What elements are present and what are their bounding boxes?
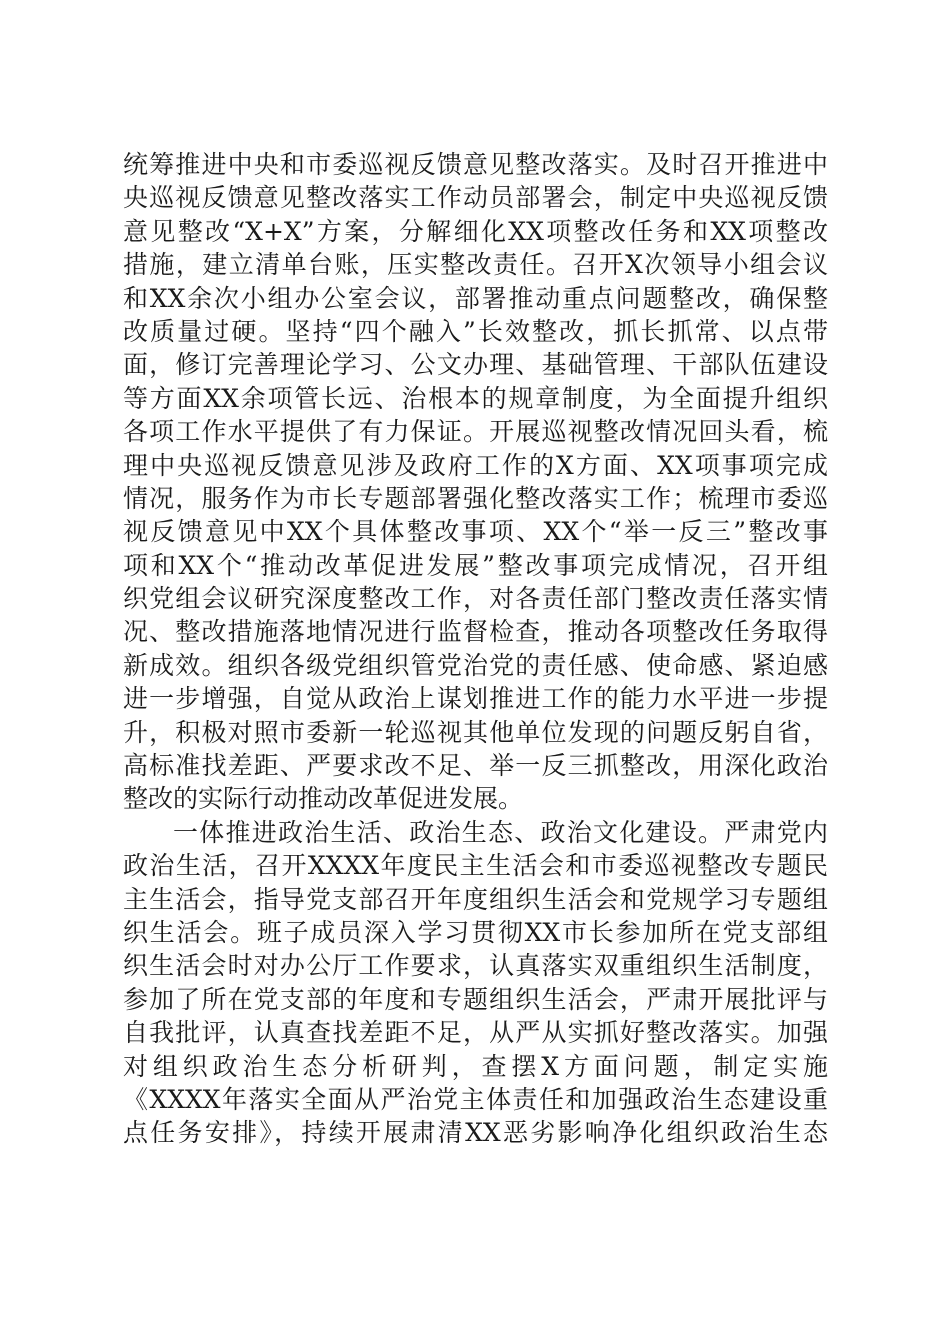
text-line: 政治生活，召开XXXX年度民主生活会和市委巡视整改专题民 <box>123 851 828 881</box>
text-line: 进一步增强，自觉从政治上谋划推进工作的能力水平进一步提 <box>123 684 828 714</box>
text-line: 《XXXX年落实全面从严治党主体责任和加强政治生态建设重 <box>123 1084 828 1114</box>
text-line: 对组织政治生态分析研判，查摆X方面问题，制定实施 <box>123 1051 828 1081</box>
text-line: 措施，建立清单台账，压实整改责任。召开X次领导小组会议 <box>123 250 828 280</box>
text-line: 织生活会时对办公厅工作要求，认真落实双重组织生活制度， <box>123 951 828 981</box>
text-line: 各项工作水平提供了有力保证。开展巡视整改情况回头看，梳 <box>123 417 828 447</box>
text-line: 项和XX个“推动改革促进发展”整改事项完成情况，召开组 <box>123 550 828 580</box>
text-line: 织党组会议研究深度整改工作，对各责任部门整改责任落实情 <box>123 584 828 614</box>
text-line: 改质量过硬。坚持“四个融入”长效整改，抓长抓常、以点带 <box>123 316 828 346</box>
text-line: 点任务安排》，持续开展肃清XX恶劣影响净化组织政治生态 <box>123 1118 828 1148</box>
text-line: 新成效。组织各级党组织管党治党的责任感、使命感、紧迫感 <box>123 650 828 680</box>
text-line: 视反馈意见中XX个具体整改事项、XX个“举一反三”整改事 <box>123 517 828 547</box>
paragraph-first-line: 一体推进政治生活、政治生态、政治文化建设。严肃党内 <box>173 817 828 847</box>
text-line: 参加了所在党支部的年度和专题组织生活会，严肃开展批评与 <box>123 984 828 1014</box>
text-line: 高标准找差距、严要求改不足、举一反三抓整改，用深化政治 <box>123 751 828 781</box>
text-line: 整改的实际行动推动改革促进发展。 <box>123 784 524 814</box>
text-line: 央巡视反馈意见整改落实工作动员部署会，制定中央巡视反馈 <box>123 183 828 213</box>
text-line: 面，修订完善理论学习、公文办理、基础管理、干部队伍建设 <box>123 350 828 380</box>
text-line: 统筹推进中央和市委巡视反馈意见整改落实。及时召开推进中 <box>123 150 828 179</box>
text-line: 情况，服务作为市长专题部署强化整改落实工作；梳理市委巡 <box>123 483 828 513</box>
text-line: 意见整改“X+X”方案，分解细化XX项整改任务和XX项整改 <box>123 216 828 246</box>
text-line: 和XX余次小组办公室会议，部署推动重点问题整改，确保整 <box>123 283 828 313</box>
text-line: 自我批评，认真查找差距不足，从严从实抓好整改落实。加强 <box>123 1018 828 1048</box>
text-line: 升，积极对照市委新一轮巡视其他单位发现的问题反躬自省， <box>123 717 828 747</box>
text-line: 织生活会。班子成员深入学习贯彻XX市长参加所在党支部组 <box>123 917 828 947</box>
text-line: 理中央巡视反馈意见涉及政府工作的X方面、XX项事项完成 <box>123 450 828 480</box>
document-body <box>123 148 828 1150</box>
text-line: 况、整改措施落地情况进行监督检查，推动各项整改任务取得 <box>123 617 828 647</box>
text-line: 主生活会，指导党支部召开年度组织生活会和党规学习专题组 <box>123 884 828 914</box>
text-line: 等方面XX余项管长远、治根本的规章制度，为全面提升组织 <box>123 383 828 413</box>
